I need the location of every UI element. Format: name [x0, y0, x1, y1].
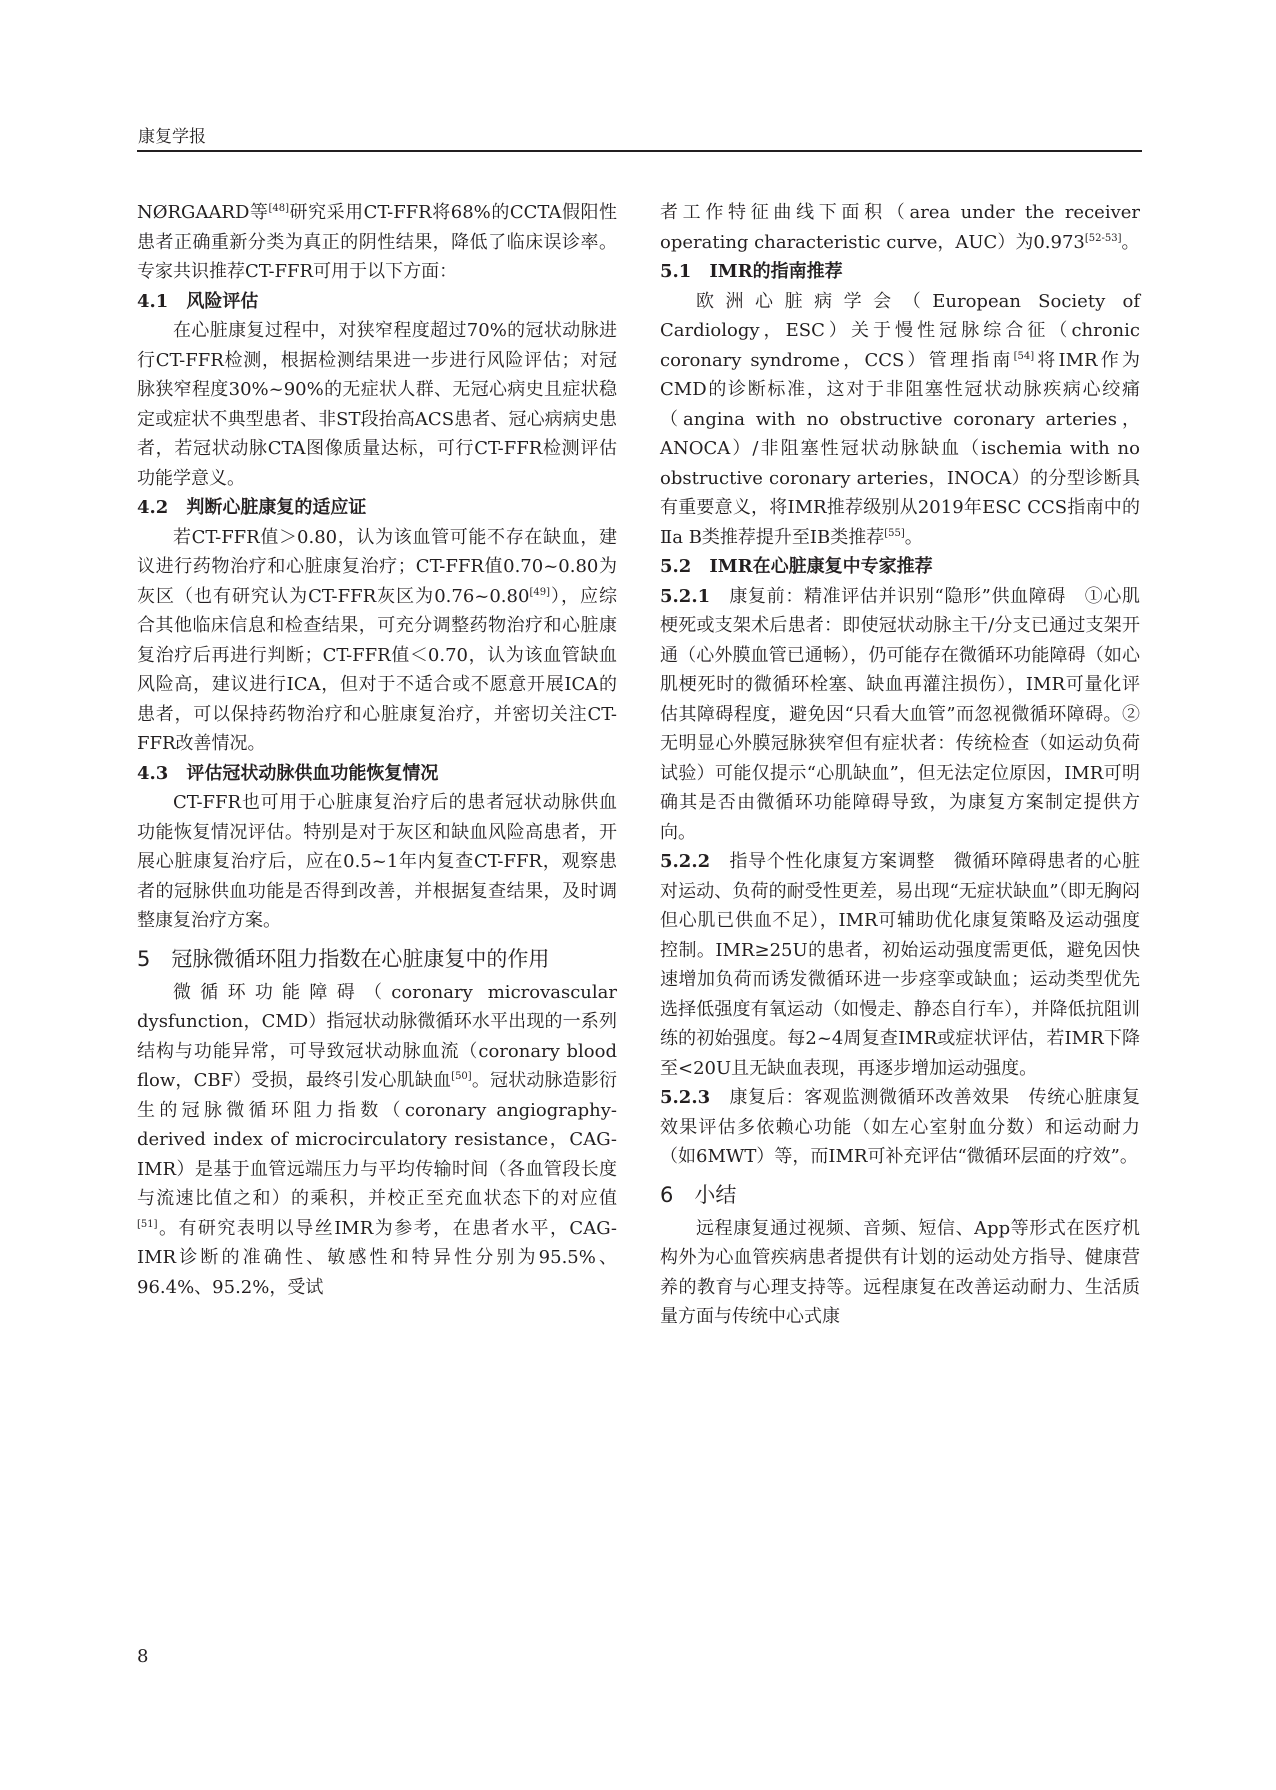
subsection-number: 5.2.1 — [660, 585, 711, 607]
section-heading-5-1: 5.1 IMR的指南推荐 — [660, 261, 843, 282]
text-run: 将IMR作为CMD的诊断标准，这对于非阻塞性冠状动脉疾病心绞痛（angina with no obstructive coronary arteries，ANOCA）/非阻塞性冠状动脉缺血（ischemia with no obstructive coronary arteries，INOCA）的分型诊断具有重要意义，将IMR推荐级别从2019年ESC CCS指南中的Ⅱa B类推荐提升至ⅠB类推荐 — [660, 349, 1140, 548]
text-run: 。 — [1121, 231, 1140, 253]
left-column — [137, 198, 617, 1302]
paragraph-5-2-2 — [660, 847, 1140, 1083]
text-run: 。冠状动脉造影衍生的冠脉微循环阻力指数（coronary angiography-derived index of microcirculatory resistance，CAG-IMR）是基于血管远端压力与平均传输时间（各血管段长度与流速比值之和）的乘积，并校正至充血状态下的对应值 — [137, 1070, 617, 1209]
section-heading-4-3: 4.3 评估冠状动脉供血功能恢复情况 — [137, 762, 439, 784]
text-run: NØRGAARD等 — [137, 202, 269, 223]
text-run: 研究采用CT-FFR将68%的CCTA假阳性患者正确重新分类为真正的阴性结果，降低了临床误诊率。专家共识推荐CT-FFR可用于以下方面： — [137, 202, 617, 282]
text-run: 。有研究表明以导丝IMR为参考，在患者水平，CAG-IMR诊断的准确性、敏感性和特异性分别为95.5%、96.4%、95.2%，受试 — [137, 1217, 617, 1298]
paragraph-recovery-evaluation: CT-FFR也可用于心脏康复治疗后的患者冠状动脉供血功能恢复情况评估。特别是对于灰区和缺血风险高患者，开展心脏康复治疗后，应在0.5~1年内复查CT-FFR，观察患者的冠脉供血功能是否得到改善，并根据复查结果，及时调整康复治疗方案。 — [137, 792, 617, 931]
section-heading-5: 5 冠脉微循环阻力指数在心脏康复中的作用 — [137, 946, 550, 971]
citation: [49] — [529, 586, 550, 598]
subsection-number: 5.2.2 — [660, 851, 711, 872]
text-run: ），应综合其他临床信息和检查结果，可充分调整药物治疗和心脏康复治疗后再进行判断；CT-FFR值＜0.70，认为该血管缺血风险高，建议进行ICA，但对于不适合或不愿意开展ICA的患者，可以保持药物治疗和心脏康复治疗，并密切关注CT-FFR改善情况。 — [137, 585, 618, 754]
citation: [51] — [137, 1218, 158, 1230]
paragraph-auc-continued — [660, 198, 1140, 257]
text-run: 微循环功能障碍（coronary microvascular dysfunction，CMD）指冠状动脉微循环水平出现的一系列结构与功能异常，可导致冠状动脉血流（coronary blood flow，CBF）受损，最终引发心肌缺血 — [137, 981, 617, 1091]
page-number: 8 — [137, 1646, 149, 1667]
citation: [48] — [268, 203, 290, 214]
subsection-number: 5.2.3 — [660, 1087, 711, 1108]
text-run: 。 — [904, 526, 923, 548]
section-heading-5-2: 5.2 IMR在心脏康复中专家推荐 — [660, 556, 933, 577]
paragraph-indications — [137, 523, 617, 759]
section-heading-6: 6 小结 — [660, 1182, 737, 1207]
text-run: 欧洲心脏病学会（European Society of Cardiology，ESC）关于慢性冠脉综合征（chronic coronary syndrome，CCS）管理指南 — [660, 290, 1140, 371]
paragraph-5-2-1 — [660, 582, 1140, 848]
section-heading-4-2: 4.2 判断心脏康复的适应证 — [137, 497, 367, 518]
citation: [50] — [451, 1071, 472, 1082]
paragraph-5-2-3 — [660, 1083, 1140, 1172]
citation: [54] — [1013, 350, 1035, 362]
paragraph-risk-assessment: 在心脏康复过程中，对狭窄程度超过70%的冠状动脉进行CT-FFR检测，根据检测结果进一步进行风险评估；对冠脉狭窄程度30%~90%的无症状人群、无冠心病史且症状稳定或症状不典型患者、非ST段抬高ACS患者、冠心病病史患者，若冠状动脉CTA图像质量达标，可行CT-FFR检测评估功能学意义。 — [137, 320, 617, 489]
citation: [55] — [884, 527, 905, 539]
paragraph-cmd-definition — [137, 978, 617, 1303]
right-column — [660, 198, 1140, 1332]
running-header-journal-name: 康复学报 — [138, 127, 206, 147]
text-run: 若CT-FFR值＞0.80，认为该血管可能不存在缺血，建议进行药物治疗和心脏康复治疗；CT-FFR值0.70~0.80为灰区（也有研究认为CT-FFR灰区为0.76~0.80 — [137, 526, 617, 607]
text-run: 者工作特征曲线下面积（area under the receiver operating characteristic curve，AUC）为0.973 — [660, 202, 1140, 253]
paragraph-ct-ffr-recommendations — [137, 198, 617, 287]
citation: [52-53] — [1084, 232, 1122, 244]
paragraph-summary: 远程康复通过视频、音频、短信、App等形式在医疗机构外为心血管疾病患者提供有计划的运动处方指导、健康营养的教育与心理支持等。远程康复在改善运动耐力、生活质量方面与传统中心式康 — [660, 1217, 1140, 1327]
text-run: 康复后：客观监测微循环改善效果 传统心脏康复效果评估多依赖心功能（如左心室射血分数）和运动耐力（如6MWT）等，而IMR可补充评估“微循环层面的疗效”。 — [660, 1087, 1140, 1167]
paragraph-guideline-recommendation — [660, 287, 1140, 553]
header-rule — [137, 150, 1142, 152]
text-run: 指导个性化康复方案调整 微循环障碍患者的心脏对运动、负荷的耐受性更差，易出现“无症状缺血”（即无胸闷但心肌已供血不足），IMR可辅助优化康复策略及运动强度控制。IMR≥25U的患者，初始运动强度需更低，避免因快速增加负荷而诱发微循环进一步痉挛或缺血；运动类型优先选择低强度有氧运动（如慢走、静态自行车），并降低抗阻训练的初始强度。每2~4周复查IMR或症状评估，若IMR下降至<20U且无缺血表现，再逐步增加运动强度。 — [660, 851, 1140, 1079]
section-heading-4-1: 4.1 风险评估 — [137, 290, 259, 312]
text-run: 康复前：精准评估并识别“隐形”供血障碍 ①心肌梗死或支架术后患者：即使冠状动脉主干/分支已通过支架开通（心外膜血管已通畅），仍可能存在微循环功能障碍（如心肌梗死时的微循环栓塞、缺血再灌注损伤），IMR可量化评估其障碍程度，避免因“只看大血管”而忽视微循环障碍。②无明显心外膜冠脉狭窄但有症状者：传统检查（如运动负荷试验）可能仅提示“心肌缺血”，但无法定位原因，IMR可明确其是否由微循环功能障碍导致，为康复方案制定提供方向。 — [660, 585, 1140, 843]
